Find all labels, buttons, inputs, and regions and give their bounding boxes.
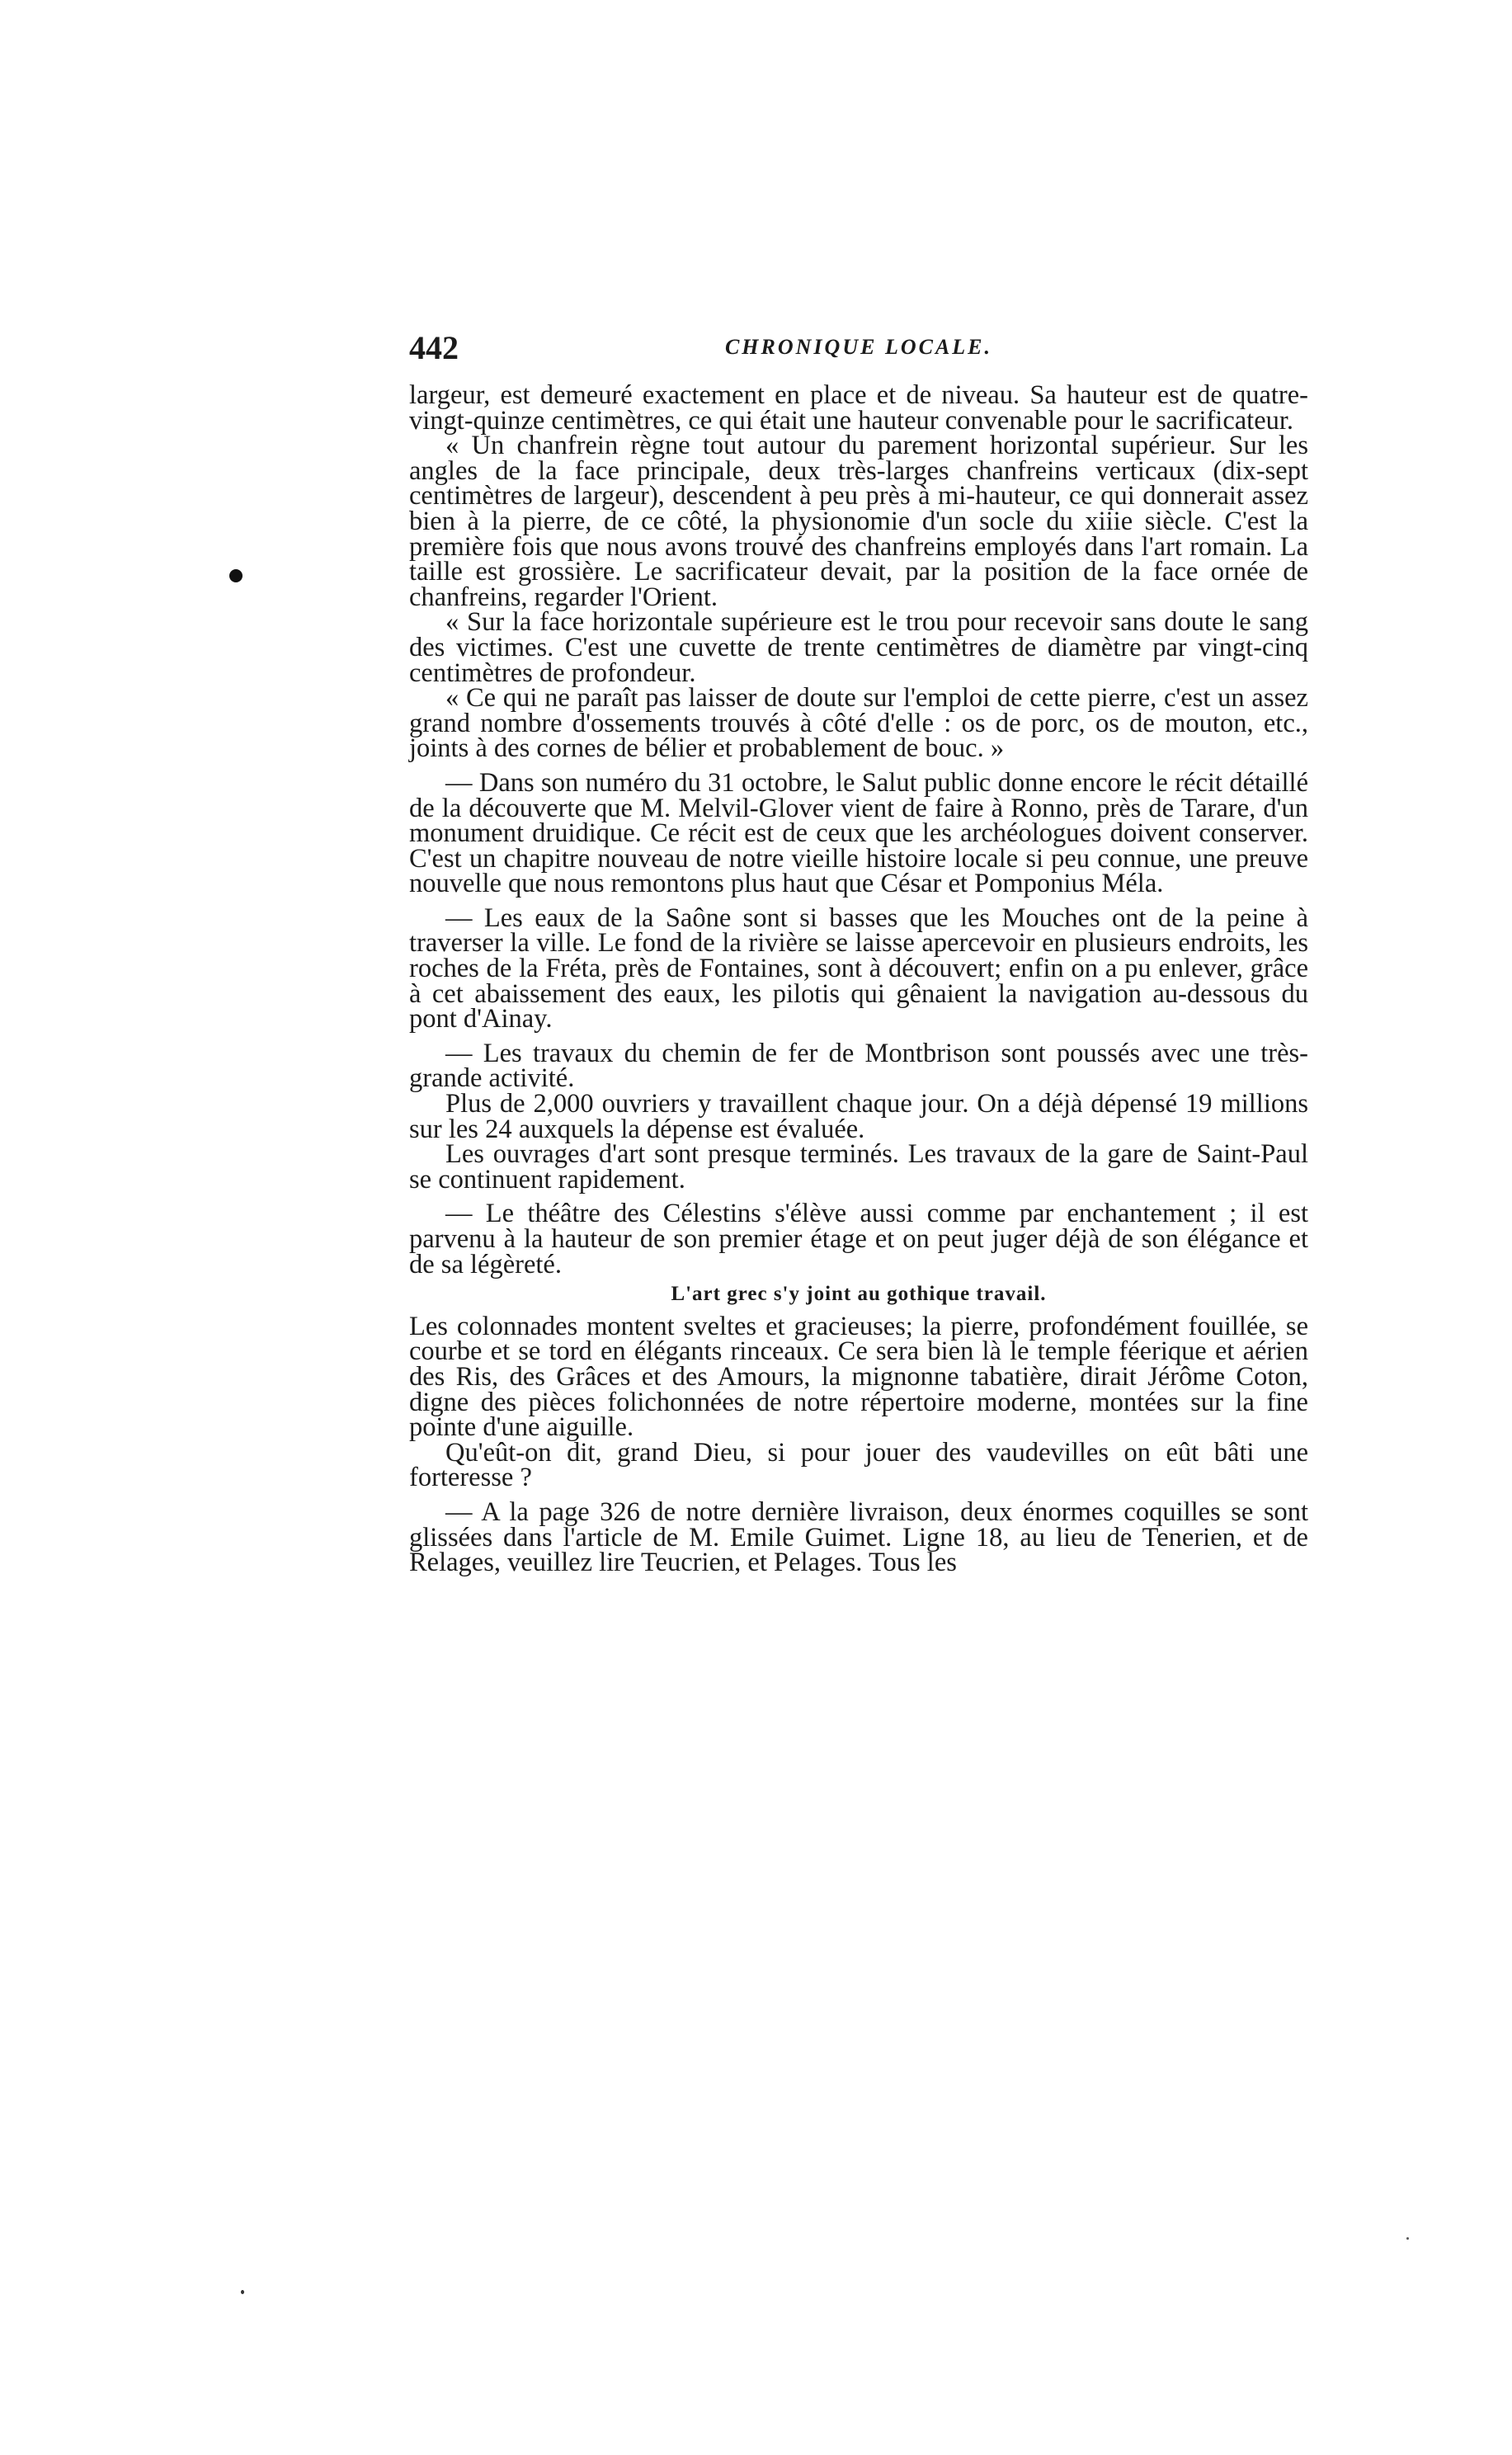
paragraph-ouvriers: Plus de 2,000 ouvriers y travaillent chaque jour. On a déjà dépensé 19 millions sur les 24 auxquels la dépense est évaluée.: [409, 1089, 1308, 1144]
paragraph-continued: largeur, est demeuré exactement en place et de niveau. Sa hauteur est de quatre-vingt-quinze centimètres, ce qui était une hauteur convenable pour le sacrificateur.: [409, 380, 1308, 436]
running-head: CHRONIQUE LOCALE.: [724, 335, 993, 359]
paragraph-salut-public: — Dans son numéro du 31 octobre, le Salut public donne encore le récit détaillé de la découverte que M. Melvil-Glover vient de faire à Ronno, près de Tarare, d'un monument druidique. Ce récit est de ceux que les archéologues doivent conserver. C'est un chapitre nouveau de notre vieille histoire locale si peu connue, une preuve nouvelle que nous remontons plus haut que César et Pomponius Méla.: [409, 767, 1308, 899]
margin-ink-dot: [229, 569, 243, 582]
paragraph-ouvrages-art: Les ouvrages d'art sont presque terminés. Les travaux de la gare de Saint-Paul se continuent rapidement.: [409, 1139, 1308, 1195]
page-number: 442: [409, 329, 459, 366]
paragraph-eaux-saone: — Les eaux de la Saône sont si basses que les Mouches ont de la peine à traverser la ville. Le fond de la rivière se laisse apercevoir en plusieurs endroits, les roches de la Fréta, près de Fontaines, sont à découvert; enfin on a pu enlever, grâce à cet abaissement des eaux, les pilotis qui gênaient la navigation au-dessous du pont d'Ainay.: [409, 902, 1308, 1034]
text-column: [409, 380, 1308, 1578]
paragraph-emploi-pierre: « Ce qui ne paraît pas laisser de doute sur l'emploi de cette pierre, c'est un assez grand nombre d'ossements trouvés à côté d'elle : os de porc, os de mouton, etc., joints à des cornes de bélier et probablement de bouc. »: [409, 683, 1308, 764]
page-header: [409, 328, 1308, 378]
paragraph-chemin-de-fer: — Les travaux du chemin de fer de Montbrison sont poussés avec une très-grande activité.: [409, 1038, 1308, 1094]
paragraph-chanfrein: « Un chanfrein règne tout autour du parement horizontal supérieur. Sur les angles de la face principale, deux très-larges chanfreins verticaux (dix-sept centimètres de largeur), descendent à peu près à mi-hauteur, ce qui donnerait assez bien à la pierre, de ce côté, la physionomie d'un socle du xiiie siècle. C'est la première fois que nous avons trouvé des chanfreins employés dans l'art romain. La taille est grossière. Le sacrificateur devait, par la position de la face ornée de chanfreins, regarder l'Orient.: [409, 431, 1308, 612]
paragraph-forteresse: Qu'eût-on dit, grand Dieu, si pour jouer des vaudevilles on eût bâti une forteresse ?: [409, 1437, 1308, 1493]
paragraph-theatre-celestins: — Le théâtre des Célestins s'élève aussi comme par enchantement ; il est parvenu à la hauteur de son premier étage et on peut juger déjà de son élégance et de sa légèreté.: [409, 1199, 1308, 1279]
paper-speck: [1406, 2237, 1409, 2240]
paragraph-errata: — A la page 326 de notre dernière livraison, deux énormes coquilles se sont glissées dans l'article de M. Emile Guimet. Ligne 18, au lieu de Tenerien, et de Relages, veuillez lire Teucrien, et Pelages. Tous les: [409, 1496, 1308, 1578]
verse-quotation: L'art grec s'y joint au gothique travail.: [671, 1283, 1047, 1306]
paragraph-colonnades: Les colonnades montent sveltes et gracieuses; la pierre, profondément fouillée, se courbe et se tord en élégants rinceaux. Ce sera bien là le temple féerique et aérien des Ris, des Grâces et des Amours, la mignonne tabatière, dirait Jérôme Coton, digne des pièces folichonnées de notre répertoire moderne, montées sur la fine pointe d'une aiguille.: [409, 1311, 1308, 1443]
paragraph-face-superieure: « Sur la face horizontale supérieure est le trou pour recevoir sans doute le sang des victimes. C'est une cuvette de trente centimètres de diamètre par vingt-cinq centimètres de profondeur.: [409, 607, 1308, 688]
paper-speck: [241, 2290, 244, 2294]
